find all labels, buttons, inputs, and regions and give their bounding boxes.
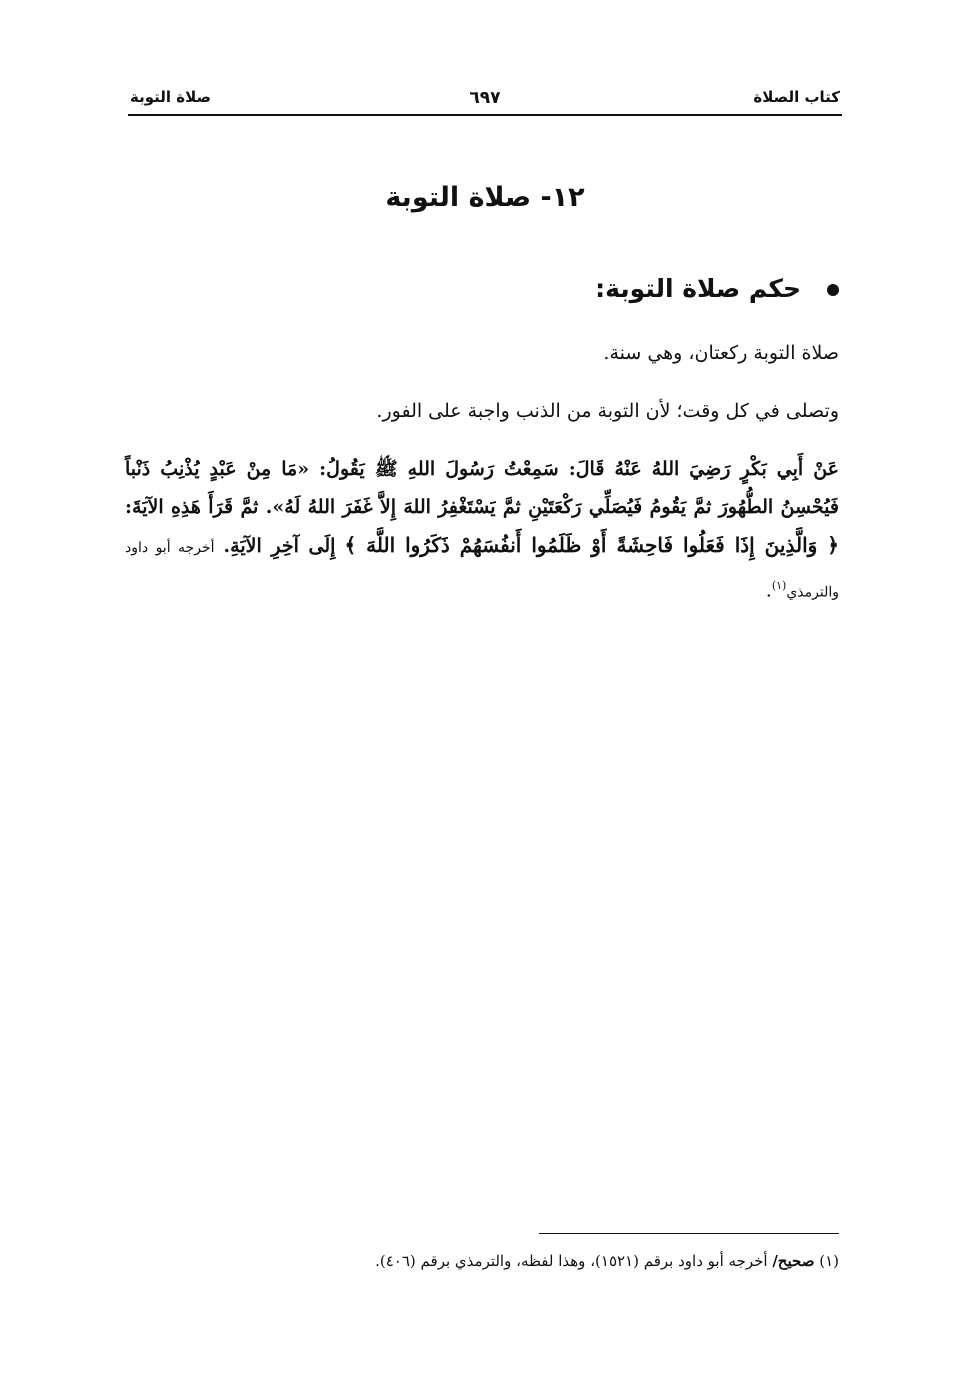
footnote-text: أخرجه أبو داود برقم (١٥٢١)، وهذا لفظه، والترمذي برقم (٤٠٦). (375, 1252, 768, 1270)
hadith-end-mark: . (765, 579, 772, 602)
paragraph-2: وتصلى في كل وقت؛ لأن التوبة من الذنب واجبة على الفور. (376, 400, 839, 422)
bullet-icon (827, 284, 839, 296)
footnote (125, 1252, 839, 1270)
section-heading-text: حكم صلاة التوبة: (595, 274, 801, 303)
paragraph-1: صلاة التوبة ركعتان، وهي سنة. (603, 342, 839, 364)
quran-verse: ﴿ وَالَّذِينَ إِذَا فَعَلُوا فَاحِشَةً أَوْ ظَلَمُوا أَنفُسَهُمْ ذَكَرُوا اللَّهَ ﴾ (344, 533, 839, 557)
running-header (128, 84, 842, 116)
header-book-title: كتاب الصلاة (753, 88, 840, 106)
header-section-title: صلاة التوبة (130, 88, 211, 106)
footnote-number: (١) (819, 1252, 839, 1270)
hadith-paragraph (125, 450, 839, 611)
footnote-grade: صحيح/ (772, 1252, 815, 1270)
header-page-number: ٦٩٧ (469, 88, 501, 108)
hadith-text: عَنْ أَبِي بَكْرٍ رَضِيَ اللهُ عَنْهُ قَالَ: سَمِعْتُ رَسُولَ اللهِ ﷺ يَقُولُ: «مَا مِنْ عَبْدٍ يُذْنِبُ ذَنْباً فَيُحْسِنُ الطُّهُورَ ثمَّ يَقُومُ فَيُصَلِّي رَكْعَتَيْنِ ثمَّ يَسْتَغْفِرُ اللهَ إِلاَّ غَفَرَ اللهُ لَهُ». ثمَّ قَرَأَ هَذِهِ الآيَةَ: (125, 458, 839, 518)
section-heading (595, 274, 839, 303)
footnote-divider (539, 1233, 839, 1234)
hadith-after-verse: إِلَى آخِرِ الآيَةِ. (223, 535, 336, 557)
footnote-reference[interactable]: (١) (771, 579, 787, 592)
chapter-title: ١٢- صلاة التوبة (385, 182, 585, 213)
hadith-citation: أخرجه أبو داود والترمذي (125, 540, 839, 601)
